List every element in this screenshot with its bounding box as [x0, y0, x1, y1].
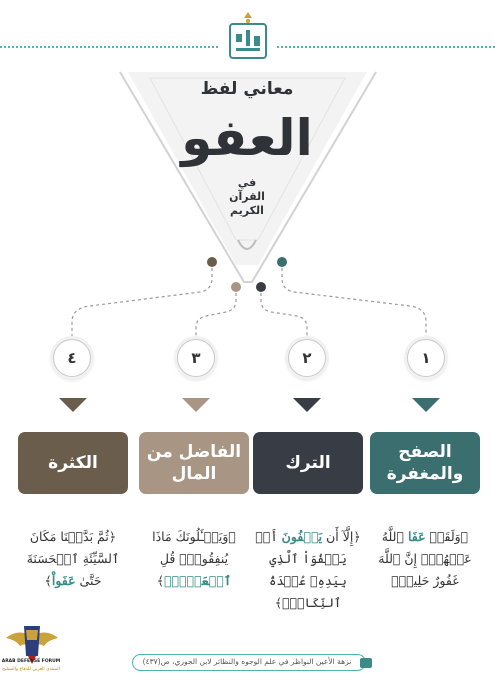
title-big: العفو — [181, 109, 313, 167]
verse-1: ﴿وَلَقَدۡ عَفَا ٱللَّهُ عَنۡهُمۡۗ إِنَّ ٱللَّهَ غَفُورٌ حَلِيمٞ﴾ — [378, 529, 472, 588]
connector-dot-1 — [277, 257, 287, 267]
watermark-subtitle: المنتدى العربي للدفاع والتسليح — [2, 667, 60, 672]
title-small: معاني لفظ — [200, 79, 294, 99]
book-icon — [360, 658, 372, 668]
arrow-down-icon — [412, 398, 440, 412]
verse-3: ﴿وَيَسۡـَٔلُونَكَ مَاذَا يُنفِقُونَۖ قُلِ ٱلۡعَفۡوَۗ﴾ — [152, 529, 236, 588]
number-circle-3: ٣ — [177, 339, 215, 377]
watermark-title: ARAB DEFENSE FORUM — [1, 659, 61, 664]
source-citation: نزهة الأعين النواظر في علم الوجوه والنظائر لابن الجوزي، ص(٤٣٧) — [142, 657, 352, 666]
meaning-card-2: الترك — [253, 432, 363, 494]
number-circle-4: ٤ — [53, 339, 91, 377]
arrow-down-icon — [182, 398, 210, 412]
connector-dot-2 — [256, 282, 266, 292]
title-sub: في القرآن الكريم — [229, 176, 265, 217]
connector-dot-3 — [231, 282, 241, 292]
connector-dot-4 — [207, 257, 217, 267]
meaning-card-4: الكثرة — [18, 432, 128, 494]
meaning-card-1: الصفح والمغفرة — [370, 432, 480, 494]
number-circle-1: ١ — [407, 339, 445, 377]
verse-2: ﴿إِلَّآ أَن يَعۡفُونَ أَوۡ يَعۡفُوَاْ ٱلَّذِي بِيَدِهِۦ عُقۡدَةُ ٱلنِّكَاحِۚ﴾ — [255, 529, 361, 610]
meaning-card-3: الفاضل من المال — [139, 432, 249, 494]
verse-4: ﴿ثُمَّ بَدَّلۡنَا مَكَانَ ٱلسَّيِّئَةِ ٱلۡحَسَنَةَ حَتَّىٰ عَفَواْ﴾ — [26, 529, 120, 588]
number-circle-2: ٢ — [288, 339, 326, 377]
arrow-down-icon — [59, 398, 87, 412]
arrow-down-icon — [293, 398, 321, 412]
